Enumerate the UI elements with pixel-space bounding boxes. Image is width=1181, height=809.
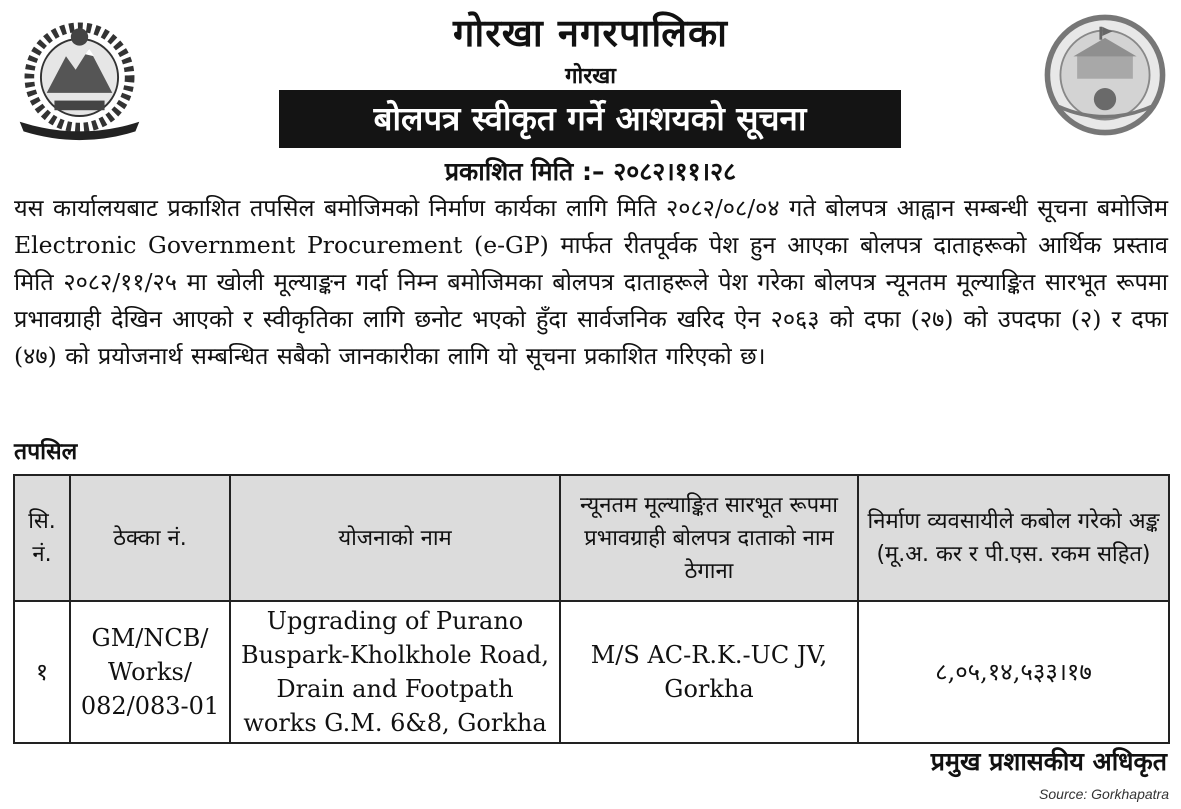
org-city: गोरखा [565,64,616,89]
org-name: गोरखा नगरपालिका [452,11,729,55]
header-amount: निर्माण व्यवसायीले कबोल गरेको अङ्क (मू.अ. कर र पी.एस. रकम सहित) [858,475,1169,601]
header-bidder: न्यूनतम मूल्याङ्कित सारभूत रूपमा प्रभावग्राही बोलपत्र दाताको नाम ठेगाना [560,475,858,601]
notice-title-banner: बोलपत्र स्वीकृत गर्ने आशयको सूचना [279,90,901,148]
header-serial: सि. नं. [14,475,70,601]
signature: प्रमुख प्रशासकीय अधिकृत [930,747,1167,776]
table-row [14,601,1169,743]
cell-amount: ८,०५,१४,५३३।१७ [858,601,1169,743]
source-credit: Source: Gorkhapatra [1039,786,1169,802]
cell-bidder: M/S AC-R.K.-UC JV, Gorkha [560,601,858,743]
published-date: प्रकाशित मिति :– २०८२।११।२८ [444,157,737,186]
section-title: तपसिल [14,439,78,465]
header-project-name: योजनाको नाम [230,475,560,601]
table-header-row [14,475,1169,601]
header-contract-no: ठेक्का नं. [70,475,230,601]
cell-serial: १ [14,601,70,743]
details-table [13,474,1170,744]
cell-contract-no: GM/NCB/ Works/ 082/083-01 [70,601,230,743]
cell-project-name: Upgrading of Purano Buspark-Kholkhole Road, Drain and Footpath works G.M. 6&8, Gorkha [230,601,560,743]
notice-paragraph: यस कार्यालयबाट प्रकाशित तपसिल बमोजिमको निर्माण कार्यका लागि मिति २०८२/०८/०४ गते बोलपत्र आह्वान सम्बन्धी सूचना बमोजिम Electronic Government Procurement (e-GP) मार्फत रीतपूर्वक पेश हुन आएका बोलपत्र दाताहरूको आर्थिक प्रस्ताव मिति २०८२/११/२५ मा खोली मूल्याङ्कन गर्दा निम्न बमोजिमका बोलपत्र दाताहरूले पेश गरेका बोलपत्र न्यूनतम मूल्याङ्कित सारभूत रूपमा प्रभावग्राही देखिन आएको र स्वीकृतिका लागि छनोट भएको हुँदा सार्वजनिक खरिद ऐन २०६३ को दफा (२७) को उपदफा (२) र दफा (४७) को प्रयोजनार्थ सम्बन्धित सबैको जानकारीका लागि यो सूचना प्रकाशित गरिएको छ। [14,194,1168,370]
